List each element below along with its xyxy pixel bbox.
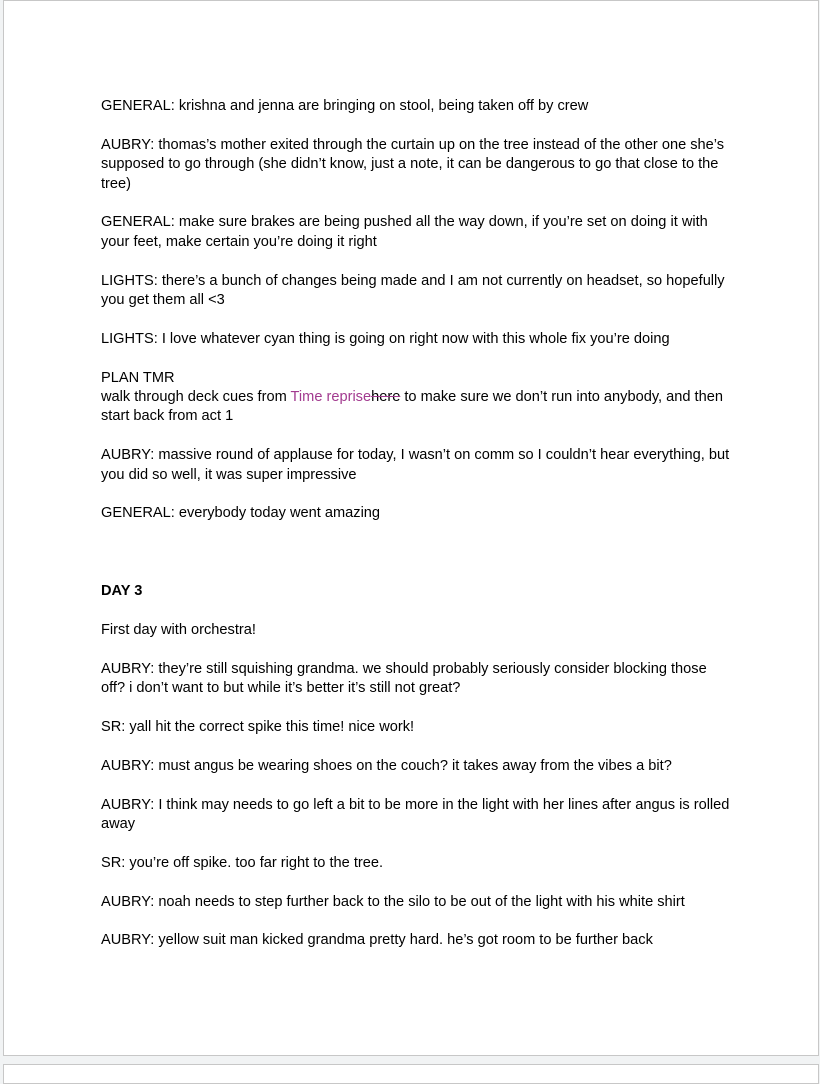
- note-aubry-may: AUBRY: I think may needs to go left a bit to be more in the light with her lines after angus is rolled away: [101, 796, 730, 833]
- note-lights-changes: LIGHTS: there’s a bunch of changes being made and I am not currently on headset, so hopefully you get them all <3: [101, 272, 725, 309]
- plan-text-before: walk through deck cues from: [101, 389, 291, 406]
- note-aubry-noah: AUBRY: noah needs to step further back to the silo to be out of the light with his white shirt: [101, 893, 685, 910]
- day3-heading: DAY 3: [101, 583, 143, 600]
- plan-tmr: [101, 369, 731, 427]
- document-page: [3, 0, 819, 1056]
- note-lights-cyan: LIGHTS: I love whatever cyan thing is going on right now with this whole fix you’re doing: [101, 330, 670, 347]
- note-aubry-yellow-suit: AUBRY: yellow suit man kicked grandma pretty hard. he’s got room to be further back: [101, 932, 653, 949]
- note-sr-off-spike: SR: you’re off spike. too far right to the tree.: [101, 854, 384, 871]
- plan-text-after: to make sure we don’t run into anybody, and then start back from act 1: [101, 389, 723, 425]
- blank-lines: [101, 543, 731, 582]
- note-sr-spike: SR: yall hit the correct spike this time! nice work!: [101, 719, 415, 736]
- note-general-brakes: GENERAL: make sure brakes are being pushed all the way down, if you’re set on doing it with your feet, make certain you’re doing it right: [101, 214, 708, 250]
- note-aubry-shoes: AUBRY: must angus be wearing shoes on the couch? it takes away from the vibes a bit?: [101, 757, 672, 774]
- plan-title: PLAN TMR: [101, 369, 175, 386]
- note-aubry-applause: AUBRY: massive round of applause for today, I wasn’t on comm so I couldn’t hear everything, but you did so well, it was super impressive: [101, 447, 730, 483]
- document-body[interactable]: [101, 97, 731, 970]
- day3-intro: First day with orchestra!: [101, 622, 256, 639]
- next-page-edge: [3, 1064, 819, 1084]
- note-general-stool: GENERAL: krishna and jenna are bringing on stool, being taken off by crew: [101, 98, 589, 114]
- suggested-deletion[interactable]: here: [371, 389, 401, 406]
- note-aubry-grandma: AUBRY: they’re still squishing grandma. we should probably seriously consider blocking those off? i don’t want to but while it’s better it’s still not great?: [101, 660, 707, 697]
- suggested-insert[interactable]: Time reprise: [290, 389, 372, 406]
- note-aubry-curtain: AUBRY: thomas’s mother exited through the curtain up on the tree instead of the other one she’s supposed to go through (she didn’t know, just a note, it can be dangerous to go that close to the tree): [101, 136, 725, 192]
- note-general-amazing: GENERAL: everybody today went amazing: [101, 505, 381, 522]
